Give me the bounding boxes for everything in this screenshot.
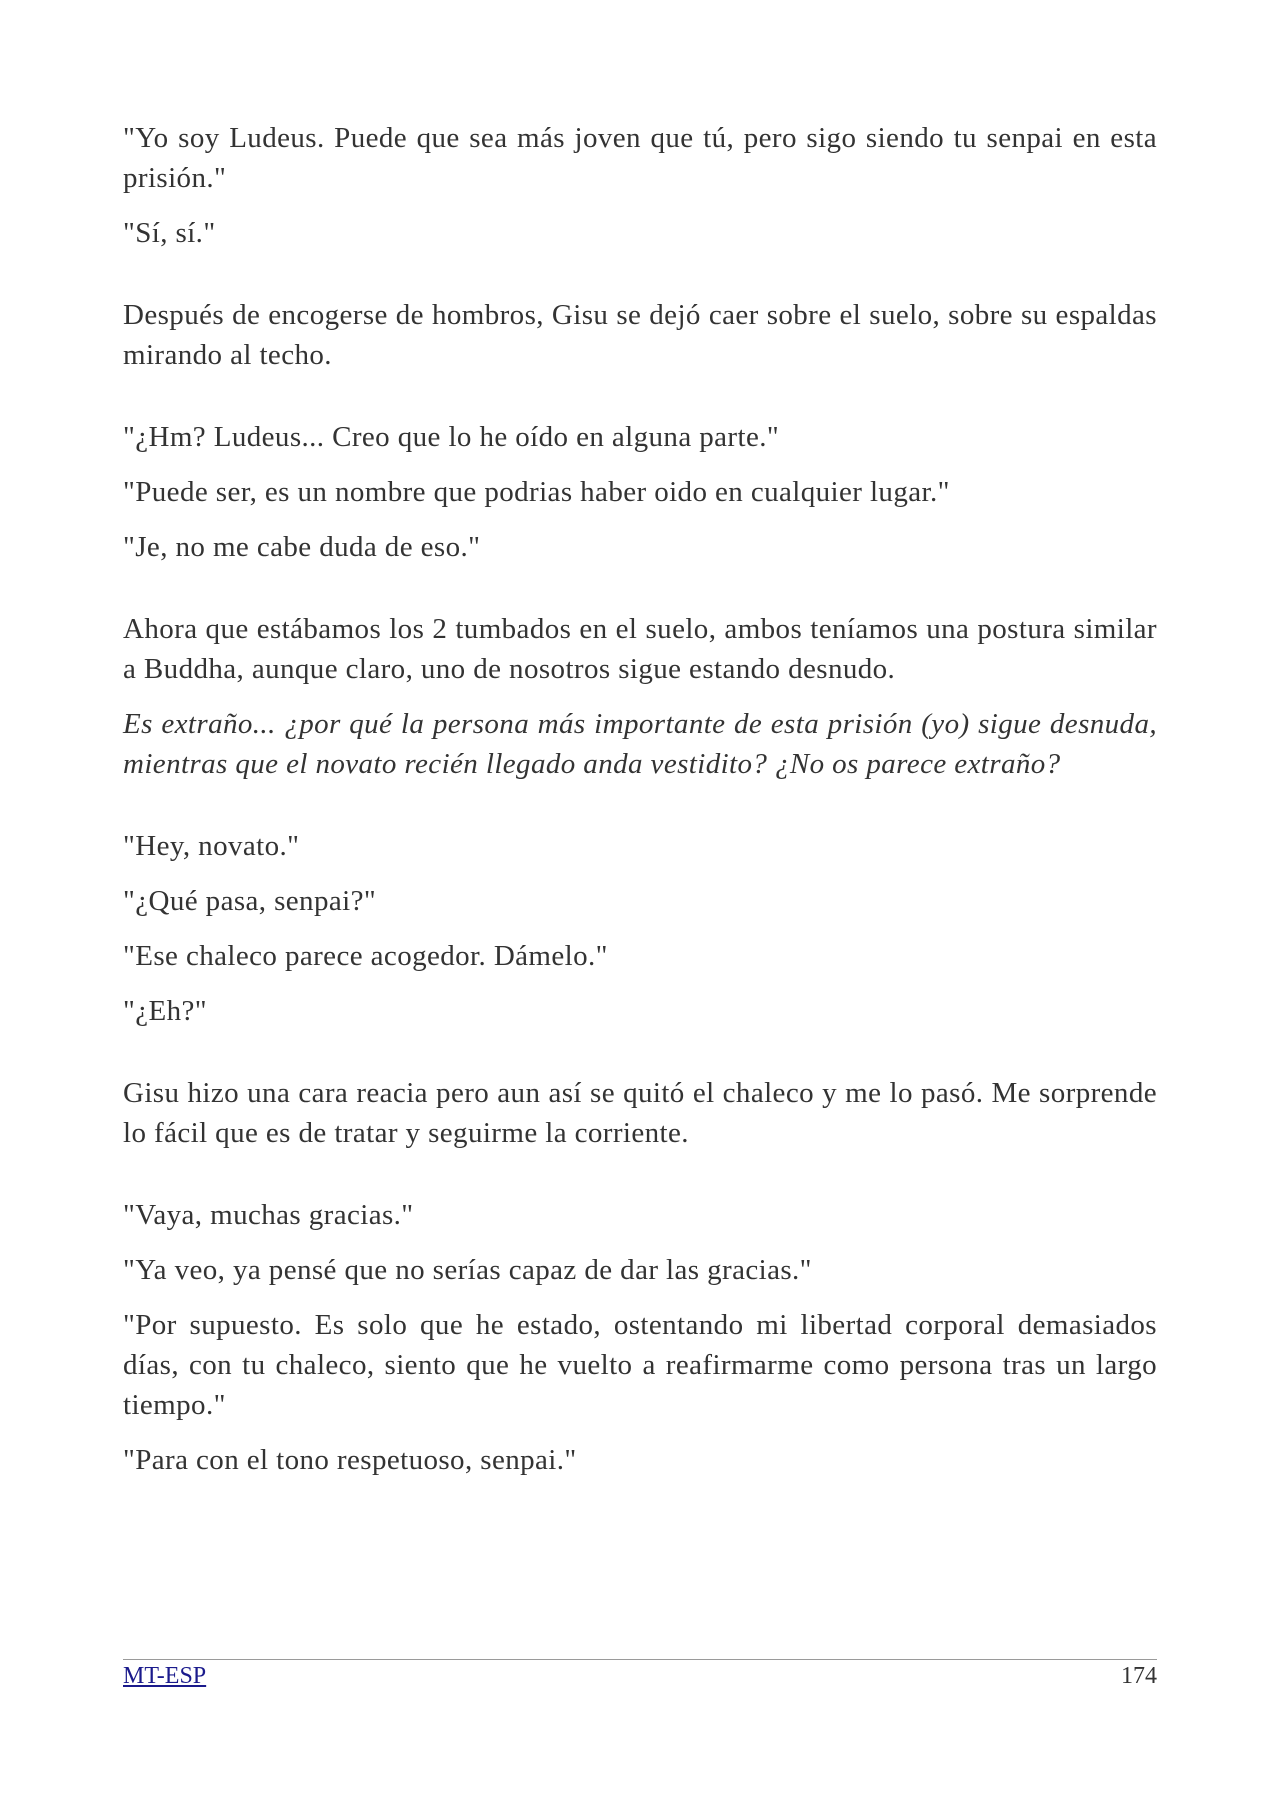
paragraph: "Je, no me cabe duda de eso."	[123, 531, 481, 563]
paragraph: "Para con el tono respetuoso, senpai."	[123, 1444, 577, 1476]
paragraph: "Yo soy Ludeus. Puede que sea más joven que tú, pero sigo siendo tu senpai en esta prisión."	[123, 122, 1157, 194]
paragraph: "Por supuesto. Es solo que he estado, ostentando mi libertad corporal demasiados días, con tu chaleco, siento que he vuelto a reafirmarme como persona tras un largo tiempo."	[123, 1309, 1157, 1421]
paragraph: Gisu hizo una cara reacia pero aun así se quitó el chaleco y me lo pasó. Me sorprende lo fácil que es de tratar y seguirme la corriente.	[123, 1077, 1157, 1149]
paragraph: "¿Qué pasa, senpai?"	[123, 885, 377, 917]
paragraph: "Ya veo, ya pensé que no serías capaz de dar las gracias."	[123, 1254, 812, 1286]
page-body	[123, 118, 1157, 1480]
paragraph: "Vaya, muchas gracias."	[123, 1199, 414, 1231]
paragraph: Después de encogerse de hombros, Gisu se dejó caer sobre el suelo, sobre su espaldas mirando al techo.	[123, 299, 1157, 371]
paragraph: "¿Eh?"	[123, 995, 208, 1027]
paragraph: "Puede ser, es un nombre que podrias haber oido en cualquier lugar."	[123, 476, 950, 508]
paragraph: "Ese chaleco parece acogedor. Dámelo."	[123, 940, 608, 972]
paragraph: Ahora que estábamos los 2 tumbados en el suelo, ambos teníamos una postura similar a Buddha, aunque claro, uno de nosotros sigue estando desnudo.	[123, 613, 1157, 685]
footer-source-link[interactable]: MT-ESP	[123, 1663, 207, 1689]
paragraph: "Hey, novato."	[123, 830, 300, 862]
paragraph: "Sí, sí."	[123, 217, 216, 249]
page-number: 174	[1121, 1663, 1157, 1689]
footer-divider	[123, 1659, 1157, 1660]
paragraph: "¿Hm? Ludeus... Creo que lo he oído en alguna parte."	[123, 421, 780, 453]
paragraph-italic: Es extraño... ¿por qué la persona más importante de esta prisión (yo) sigue desnuda, mientras que el novato recién llegado anda vestidito? ¿No os parece extraño?	[123, 708, 1157, 780]
